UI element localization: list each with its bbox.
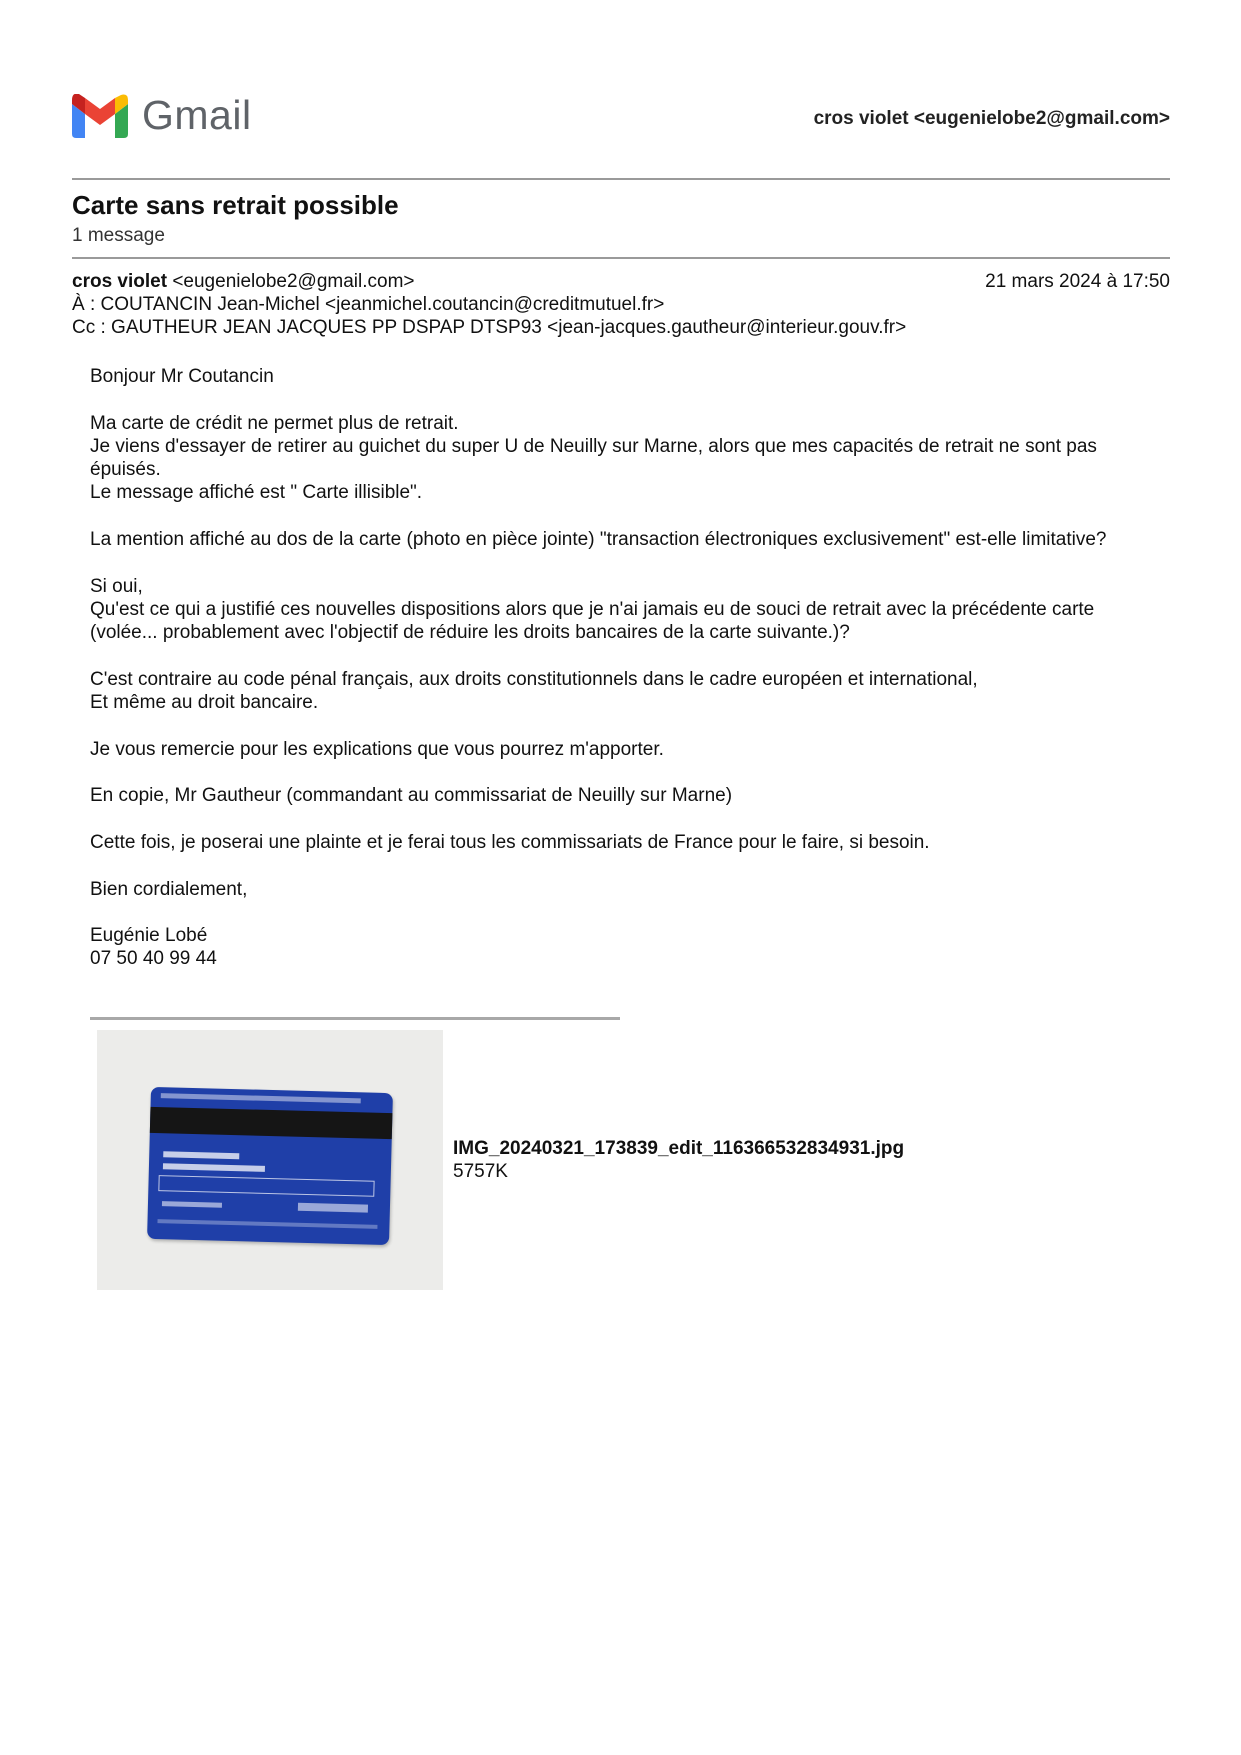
card-number-box xyxy=(158,1175,374,1197)
card-footer-text xyxy=(298,1203,368,1213)
to-row: À : COUTANCIN Jean-Michel <jeanmichel.coutancin@creditmutuel.fr> xyxy=(72,294,665,315)
message-date: 21 mars 2024 à 17:50 xyxy=(985,271,1170,292)
attachment-thumbnail[interactable] xyxy=(97,1030,443,1290)
card-fine-print xyxy=(157,1219,377,1229)
gmail-logo xyxy=(72,92,252,139)
subject-divider xyxy=(72,257,1170,259)
attachment[interactable] xyxy=(97,1030,904,1290)
gmail-logo-icon xyxy=(72,94,128,138)
print-header xyxy=(72,0,1170,180)
card-top-text xyxy=(161,1093,361,1103)
gmail-wordmark: Gmail xyxy=(142,92,252,138)
body-paragraph: La mention affiché au dos de la carte (photo en pièce jointe) "transaction électroniques exclusivement" est-elle limitative? xyxy=(90,529,1107,551)
body-paragraph: C'est contraire au code pénal français, aux droits constitutionnels dans le cadre européen et international, Et même au droit bancaire. xyxy=(90,668,978,714)
body-paragraph: Bien cordialement, xyxy=(90,878,248,900)
card-footer-text xyxy=(162,1201,222,1208)
email-print-page xyxy=(72,0,1170,1182)
body-paragraph: Cette fois, je poserai une plainte et je ferai tous les commissariats de France pour le faire, si besoin. xyxy=(90,831,930,853)
attachment-size: 5757K xyxy=(453,1161,508,1182)
message-body xyxy=(90,365,1160,994)
attachment-divider xyxy=(90,1017,620,1020)
attachment-filename[interactable]: IMG_20240321_173839_edit_116366532834931.jpg xyxy=(453,1138,905,1159)
body-paragraph: Bonjour Mr Coutancin xyxy=(90,366,274,387)
account-address: cros violet <eugenielobe2@gmail.com> xyxy=(813,108,1170,129)
card-holder-line xyxy=(163,1163,265,1172)
sender-email: <eugenielobe2@gmail.com> xyxy=(172,271,415,292)
body-paragraph: Je vous remercie pour les explications que vous pourrez m'apporter. xyxy=(90,738,664,760)
body-paragraph: Si oui, Qu'est ce qui a justifié ces nouvelles dispositions alors que je n'ai jamais eu de souci de retrait avec la précédente carte (volée... probablement avec l'objectif de réduire les droits bancaires de la carte suivante.)? xyxy=(90,575,1095,644)
header-divider xyxy=(72,178,1170,180)
body-paragraph: Ma carte de crédit ne permet plus de retrait. Je viens d'essayer de retirer au guichet du super U de Neuilly sur Marne, alors que mes capacités de retrait ne sont pas épuisés. Le message affiché est " Carte illisible". xyxy=(90,412,1097,504)
body-paragraph: En copie, Mr Gautheur (commandant au commissariat de Neuilly sur Marne) xyxy=(90,785,733,807)
message-count: 1 message xyxy=(72,225,165,246)
card-holder-line xyxy=(163,1151,239,1159)
card-magnetic-stripe xyxy=(150,1107,393,1139)
cc-row: Cc : GAUTHEUR JEAN JACQUES PP DSPAP DTSP93 <jean-jacques.gautheur@interieur.gouv.fr> xyxy=(72,317,907,338)
bank-card-photo xyxy=(147,1087,393,1245)
message-metadata xyxy=(72,270,1170,339)
signature: Eugénie Lobé 07 50 40 99 44 xyxy=(90,925,217,970)
thread-subject: Carte sans retrait possible xyxy=(72,190,399,220)
attachment-info xyxy=(453,1137,904,1183)
from-row xyxy=(72,270,1170,293)
sender-name: cros violet xyxy=(72,271,168,292)
